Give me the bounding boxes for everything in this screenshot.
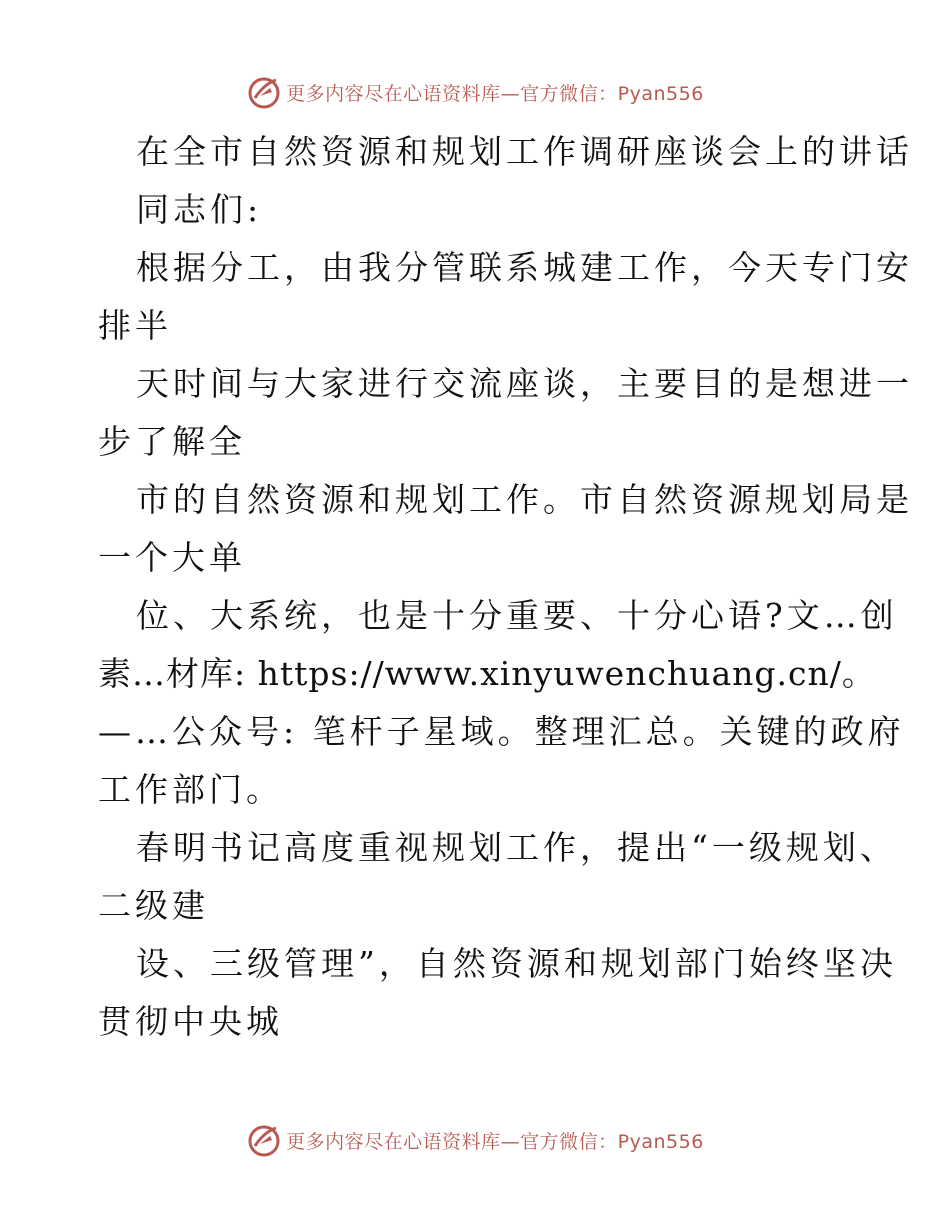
paragraph-line: 根据分工，由我分管联系城建工作，今天专门安 — [136, 248, 913, 287]
paragraph-line: 步了解全 — [98, 422, 246, 461]
paragraph-line: 天时间与大家进行交流座谈，主要目的是想进一 — [136, 364, 913, 403]
header-watermark — [0, 72, 950, 112]
paragraph-line: 工作部门。 — [98, 770, 283, 809]
document-title: 在全市自然资源和规划工作调研座谈会上的讲话 — [136, 132, 913, 171]
brush-seal-logo-icon — [246, 1122, 282, 1158]
paragraph-line: 贯彻中央城 — [98, 1002, 283, 1041]
brush-seal-logo-icon — [246, 74, 282, 110]
paragraph-line: 春明书记高度重视规划工作，提出“一级规划、 — [136, 828, 897, 867]
paragraph-line: 一个大单 — [98, 538, 246, 577]
paragraph-line: 设、三级管理”，自然资源和规划部门始终坚决 — [136, 944, 897, 983]
footer-watermark — [0, 1120, 950, 1160]
paragraph-line: 位、大系统，也是十分重要、十分心语?文…创 — [136, 596, 898, 635]
paragraph-line: 二级建 — [98, 886, 209, 925]
paragraph-line: 素…材库: https://www.xinyuwenchuang.cn/。 — [98, 654, 876, 693]
watermark-text: 更多内容尽在心语资料库—官方微信：Pyan556 — [286, 1130, 704, 1153]
paragraph-line: 排半 — [98, 306, 172, 345]
document-body — [98, 123, 913, 1051]
paragraph-line: —…公众号: 笔杆子星域。整理汇总。关键的政府 — [98, 712, 905, 751]
salutation: 同志们: — [136, 190, 263, 229]
paragraph-line: 市的自然资源和规划工作。市自然资源规划局是 — [136, 480, 913, 519]
watermark-text: 更多内容尽在心语资料库—官方微信：Pyan556 — [286, 82, 704, 105]
